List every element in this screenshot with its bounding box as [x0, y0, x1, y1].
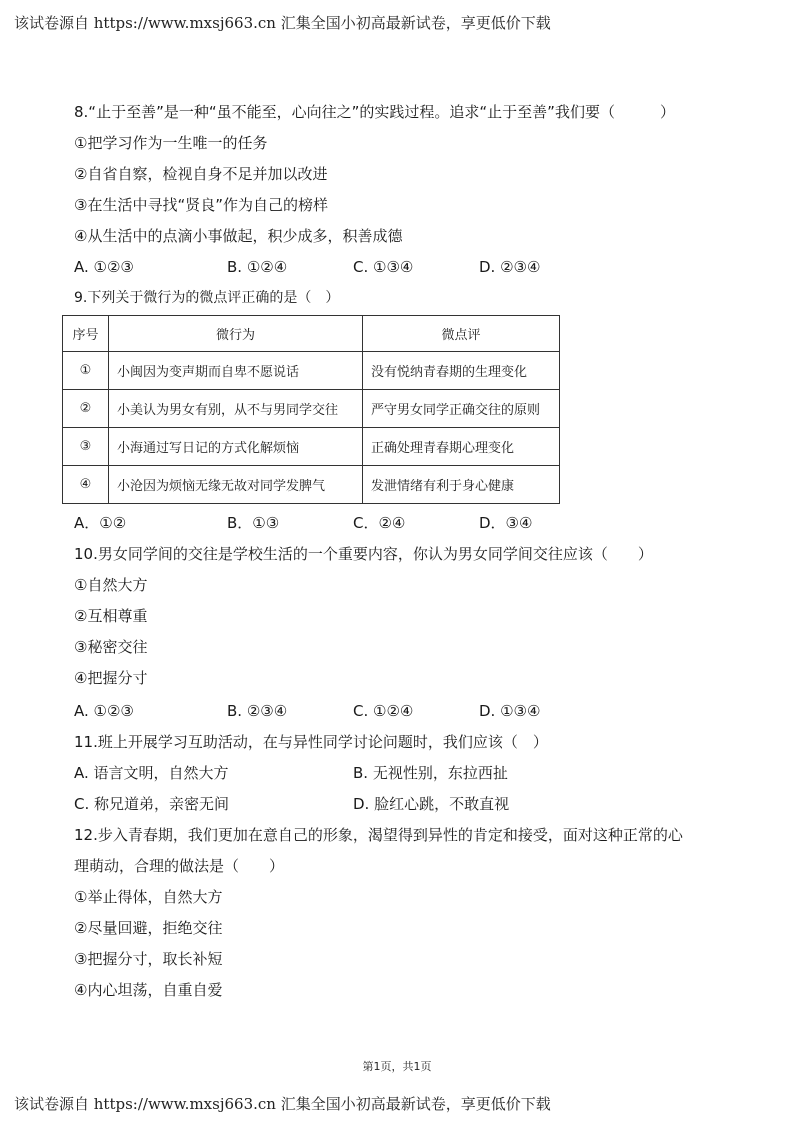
q12-item-2: ②尽量回避，拒绝交往 [74, 919, 223, 937]
q8-item-3: ③在生活中寻找“贤良”作为自己的榜样 [74, 196, 328, 214]
cell-comment: 发泄情绪有利于身心健康 [363, 466, 560, 504]
q11-stem: 11.班上开展学习互助活动，在与异性同学讨论问题时，我们应该（ ） [74, 733, 548, 751]
cell-index: ③ [63, 428, 109, 466]
q10-item-3: ③秘密交往 [74, 638, 148, 656]
header-behavior: 微行为 [109, 316, 363, 352]
cell-comment: 严守男女同学正确交往的原则 [363, 390, 560, 428]
source-banner-bottom: 该试卷源自 https://www.mxsj663.cn 汇集全国小初高最新试卷，享更低价下载 [14, 1095, 551, 1113]
q10-option-d: D. ①③④ [479, 702, 541, 720]
table-row [63, 352, 560, 390]
q11-option-b: B. 无视性别，东拉西扯 [353, 764, 508, 782]
q11-options-row-1 [74, 763, 734, 783]
cell-behavior: 小海通过写日记的方式化解烦恼 [109, 428, 363, 466]
cell-index: ① [63, 352, 109, 390]
q9-option-b: B．①③ [227, 514, 280, 532]
q10-option-b: B. ②③④ [227, 702, 288, 720]
q8-option-a: A. ①②③ [74, 258, 134, 276]
table-row [63, 390, 560, 428]
q9-options [74, 513, 734, 533]
table-row [63, 466, 560, 504]
q8-option-c: C. ①③④ [353, 258, 414, 276]
cell-behavior: 小闽因为变声期而自卑不愿说话 [109, 352, 363, 390]
q12-stem-line-2: 理萌动，合理的做法是（ ） [74, 857, 285, 875]
q11-option-c: C. 称兄道弟，亲密无间 [74, 795, 230, 813]
q8-option-b: B. ①②④ [227, 258, 288, 276]
header-comment: 微点评 [363, 316, 560, 352]
cell-index: ② [63, 390, 109, 428]
q10-item-1: ①自然大方 [74, 576, 148, 594]
cell-behavior: 小美认为男女有别，从不与男同学交往 [109, 390, 363, 428]
q10-stem: 10.男女同学间的交往是学校生活的一个重要内容，你认为男女同学间交往应该（ ） [74, 545, 653, 563]
q8-option-d: D. ②③④ [479, 258, 541, 276]
q12-item-1: ①举止得体，自然大方 [74, 888, 223, 906]
q12-item-4: ④内心坦荡，自重自爱 [74, 981, 223, 999]
q8-stem: 8.“止于至善”是一种“虽不能至，心向往之”的实践过程。追求“止于至善”我们要（ ） [74, 103, 675, 121]
q10-item-4: ④把握分寸 [74, 669, 148, 687]
source-banner-top: 该试卷源自 https://www.mxsj663.cn 汇集全国小初高最新试卷，享更低价下载 [14, 14, 551, 32]
q8-item-4: ④从生活中的点滴小事做起，积少成多，积善成德 [74, 227, 403, 245]
header-index: 序号 [63, 316, 109, 352]
q9-option-a: A．①② [74, 514, 127, 532]
cell-index: ④ [63, 466, 109, 504]
q9-table [62, 315, 560, 504]
q8-item-2: ②自省自察，检视自身不足并加以改进 [74, 165, 328, 183]
table-header-row [63, 316, 560, 352]
q10-options [74, 701, 734, 721]
q9-option-c: C．②④ [353, 514, 406, 532]
table-row [63, 428, 560, 466]
q8-item-1: ①把学习作为一生唯一的任务 [74, 134, 268, 152]
q10-option-c: C. ①②④ [353, 702, 414, 720]
cell-comment: 没有悦纳青春期的生理变化 [363, 352, 560, 390]
q11-option-d: D. 脸红心跳，不敢直视 [353, 795, 510, 813]
q10-item-2: ②互相尊重 [74, 607, 148, 625]
q10-option-a: A. ①②③ [74, 702, 134, 720]
cell-comment: 正确处理青春期心理变化 [363, 428, 560, 466]
page-number: 第1页，共1页 [362, 1060, 432, 1073]
q9-option-d: D．③④ [479, 514, 533, 532]
q11-option-a: A. 语言文明，自然大方 [74, 764, 229, 782]
cell-behavior: 小沧因为烦恼无缘无故对同学发脾气 [109, 466, 363, 504]
q9-stem: 9.下列关于微行为的微点评正确的是（ ） [74, 290, 340, 306]
q12-stem-line-1: 12.步入青春期，我们更加在意自己的形象，渴望得到异性的肯定和接受，面对这种正常的心 [74, 826, 683, 844]
q11-options-row-2 [74, 794, 734, 814]
q12-item-3: ③把握分寸，取长补短 [74, 950, 223, 968]
q8-options [74, 257, 734, 277]
